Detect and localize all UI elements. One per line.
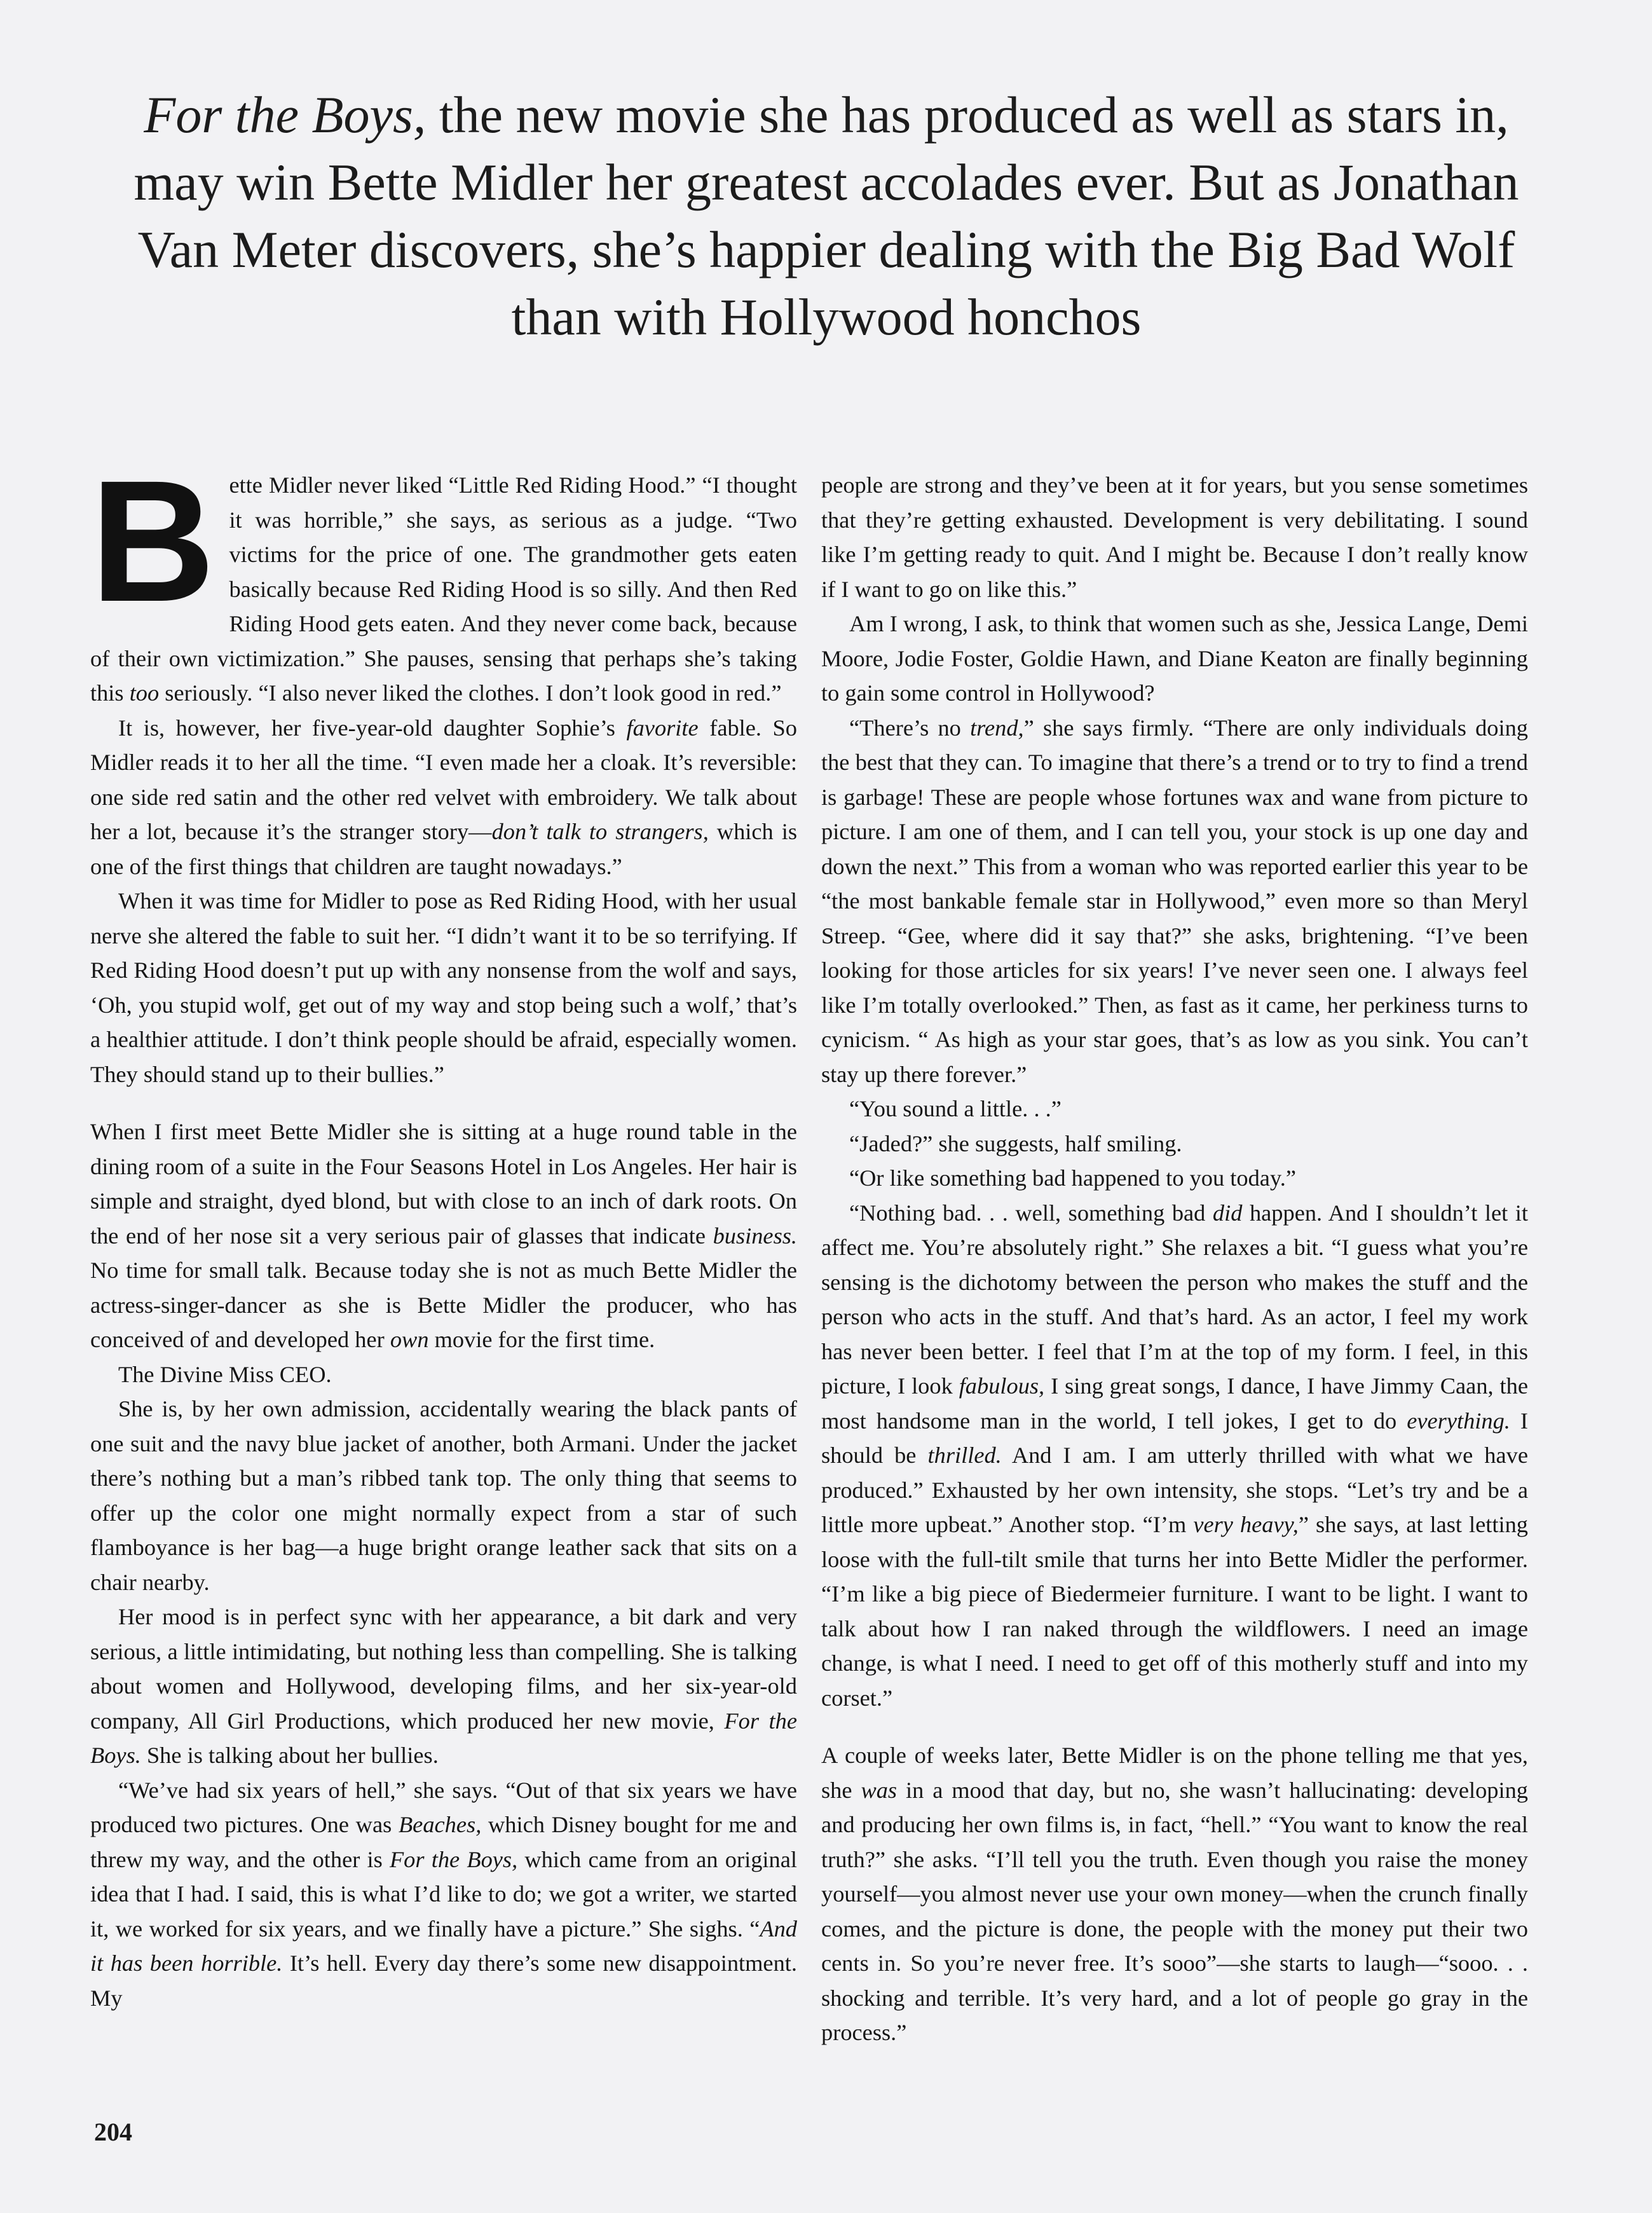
drop-cap: B (90, 444, 215, 638)
article-deck (114, 81, 1538, 351)
paragraph: When it was time for Midler to pose as Red Riding Hood, with her usual nerve she altered the fable to suit her. “I didn’t want it to be so terrifying. If Red Riding Hood doesn’t put up with any nonsense from the wolf and says, ‘Oh, you stupid wolf, get out of my way and stop being such a wolf,’ that’s a healthier attitude. I don’t think people should be afraid, especially women. They should stand up to their bullies.” (90, 888, 797, 1087)
deck-film-title: For the Boys, (144, 86, 427, 144)
paragraph: “Or like something bad happened to you today.” (849, 1165, 1297, 1191)
paragraph: “Nothing bad. . . well, something bad did happen. And I shouldn’t let it affect me. You’re absolutely right.” She relaxes a bit. “I guess what you’re sensing is the dichotomy between the person who makes the stuff and the person who acts in the stuff. And that’s hard. As an actor, I feel my work has never been better. I feel that I’m at the top of my form. I feel, in this picture, I look fabulous, I sing great songs, I dance, I have Jimmy Caan, the most handsome man in the world, I tell jokes, I get to do everything. I should be thrilled. And I am. I am utterly thrilled with what we have produced.” Exhausted by her own intensity, she stops. “Let’s try and be a little more upbeat.” Another stop. “I’m very heavy,” she says, at last letting loose with the full-tilt smile that turns her into Bette Midler the performer. “I’m like a big piece of Biedermeier furniture. I want to be light. I want to talk about how I ran naked through the wildflowers. I need an image change, is what I need. I need to get off of this motherly stuff and into my corset.” (821, 1200, 1529, 1711)
left-column (90, 444, 797, 2015)
page-number: 204 (94, 2118, 132, 2146)
paragraph: “You sound a little. . .” (849, 1096, 1062, 1121)
right-column (821, 468, 1528, 2050)
paragraph: “There’s no trend,” she says firmly. “There are only individuals doing the best that they can. To imagine that there’s a trend or to try to find a trend is garbage! These are people whose fortunes wax and wane from picture to picture. I am one of them, and I can tell you, your stock is up one day and down the next.” This from a woman who was reported earlier this year to be “the most bankable female star in Hollywood,” even more so than Meryl Streep. “Gee, where did it say that?” she asks, brightening. “I’ve been looking for those articles for six years! I’ve never seen one. I always feel like I’m totally overlooked.” Then, as fast as it came, her perkiness turns to cynicism. “ As high as your star goes, that’s as low as you sink. You can’t stay up there forever.” (821, 715, 1528, 1087)
deck-text: the new movie she has produced as well as stars in, may win Bette Midler her greatest accolades ever. But as Jonathan Van Meter discovers, she’s happier dealing with the Big Bad Wolf than with Hollywood honchos (133, 86, 1519, 346)
section-paragraph: When I first meet Bette Midler she is sitting at a huge round table in the dining room of a suite in the Four Seasons Hotel in Los Angeles. Her hair is simple and straight, dyed blond, but with close to an inch of dark roots. On the end of her nose sit a very serious pair of glasses that indicate business. No time for small talk. Because today she is not as much Bette Midler the actress-singer-dancer as she is Bette Midler the producer, who has conceived of and developed her own movie for the first time. (90, 1119, 797, 1352)
paragraph: people are strong and they’ve been at it for years, but you sense sometimes that they’re getting exhausted. Development is very debilitating. I sound like I’m getting ready to quit. And I might be. Because I don’t really know if I want to go on like this.” (821, 472, 1528, 602)
paragraph: She is, by her own admission, accidentally wearing the black pants of one suit and the navy blue jacket of another, both Armani. Under the jacket there’s nothing but a man’s ribbed tank top. The only thing that seems to offer up the color one might normally expect from a star of such flamboyance is her bag—a huge bright orange leather sack that sits on a chair nearby. (90, 1396, 797, 1595)
paragraph: “Jaded?” she suggests, half smiling. (849, 1130, 1182, 1156)
paragraph: Bette Midler never liked “Little Red Riding Hood.” “I thought it was horrible,” she says, as serious as a judge. “Two victims for the price of one. The grandmother gets eaten basically because Red Riding Hood is so silly. And then Red Riding Hood gets eaten. And they never come back, because of their own victimization.” She pauses, sensing that perhaps she’s taking this too seriously. “I also never liked the clothes. I don’t look good in red.” (90, 444, 797, 706)
paragraph: Am I wrong, I ask, to think that women such as she, Jessica Lange, Demi Moore, Jodie Foster, Goldie Hawn, and Diane Keaton are finally beginning to gain some control in Hollywood? (821, 611, 1528, 706)
paragraph: It is, however, her five-year-old daughter Sophie’s favorite fable. So Midler reads it to her all the time. “I even made her a cloak. It’s reversible: one side red satin and the other red velvet with embroidery. We talk about her a lot, because it’s the stranger story—don’t talk to strangers, which is one of the first things that children are taught nowadays.” (90, 715, 797, 879)
section-paragraph: A couple of weeks later, Bette Midler is on the phone telling me that yes, she was in a mood that day, but no, she wasn’t hallucinating: developing and producing her own films is, in fact, “hell.” “You want to know the real truth?” she asks. “I’ll tell you the truth. Even though you raise the money yourself—you almost never use your own money—when the crunch finally comes, and the picture is done, the people with the money put their two cents in. So you’re never free. It’s sooo”—she starts to laugh—“sooo. . . shocking and terrible. It’s very hard, and a lot of people go gray in the process.” (821, 1743, 1529, 2045)
paragraph: The Divine Miss CEO. (118, 1361, 332, 1387)
paragraph: “We’ve had six years of hell,” she says. “Out of that six years we have produced two pictures. One was Beaches, which Disney bought for me and threw my way, and the other is For the Boys, which came from an original idea that I had. I said, this is what I’d like to do; we got a writer, we started it, we worked for six years, and we finally have a picture.” She sighs. “And it has been horrible. It’s hell. Every day there’s some new disappointment. My (90, 1777, 797, 2011)
paragraph: Her mood is in perfect sync with her appearance, a bit dark and very serious, a little intimidating, but nothing less than compelling. She is talking about women and Hollywood, developing films, and her six-year-old company, All Girl Productions, which produced her new movie, For the Boys. She is talking about her bullies. (90, 1604, 797, 1768)
